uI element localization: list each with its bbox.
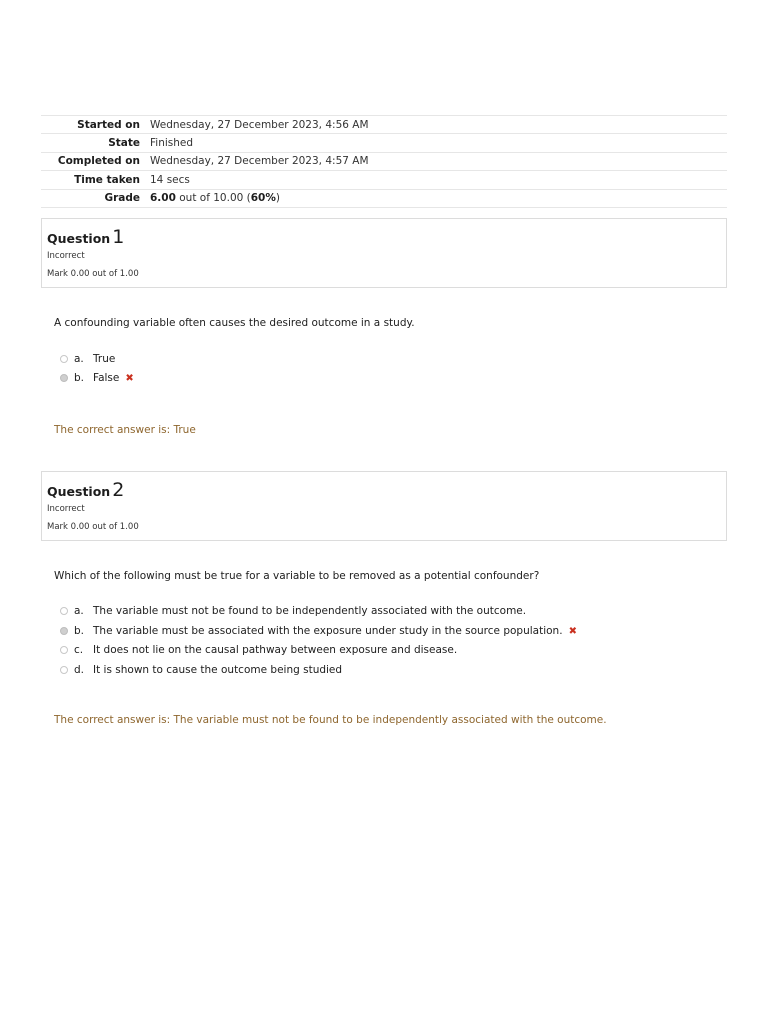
grade-value: [145, 189, 727, 207]
summary-label: Grade: [41, 189, 145, 207]
option-letter: a.: [74, 353, 84, 365]
radio-button[interactable]: [60, 355, 68, 363]
option-text: The variable must be associated with the exposure under study in the source population.: [93, 625, 563, 637]
question-mark: Mark 0.00 out of 1.00: [47, 269, 139, 279]
answer-option[interactable]: [60, 370, 134, 386]
question-title: [47, 226, 124, 248]
correct-answer-feedback: The correct answer is: The variable must not be found to be independently associated with the outcome.: [54, 714, 607, 726]
summary-row-time-taken: [41, 171, 727, 189]
grade-score: 6.00: [150, 192, 176, 205]
attempt-summary-table: [41, 115, 727, 208]
option-text: It does not lie on the causal pathway between exposure and disease.: [93, 644, 458, 656]
option-letter: b.: [74, 625, 85, 637]
summary-value: Finished: [145, 134, 727, 152]
option-text: True: [93, 353, 116, 365]
grade-out-of: out of 10.00 (: [175, 192, 251, 205]
question-info-box: [41, 218, 727, 288]
question-mark: Mark 0.00 out of 1.00: [47, 522, 139, 532]
cross-icon: ✖: [568, 625, 577, 637]
question-number: 1: [112, 226, 125, 248]
option-letter: c.: [74, 644, 84, 656]
question-text: A confounding variable often causes the desired outcome in a study.: [54, 317, 415, 329]
radio-button[interactable]: [60, 666, 68, 674]
answer-option[interactable]: [60, 642, 457, 658]
option-letter: d.: [74, 664, 85, 676]
answer-option[interactable]: [60, 623, 577, 639]
question-number: 2: [112, 479, 125, 501]
question-label: Question: [47, 484, 111, 499]
answer-option[interactable]: [60, 351, 115, 367]
radio-button-checked[interactable]: [60, 627, 68, 635]
question-info-box: [41, 471, 727, 541]
summary-row-state: [41, 134, 727, 152]
question-state: Incorrect: [47, 504, 85, 514]
answer-option[interactable]: [60, 662, 342, 678]
radio-button-checked[interactable]: [60, 374, 68, 382]
question-state: Incorrect: [47, 251, 85, 261]
summary-label: Completed on: [41, 152, 145, 170]
summary-row-grade: [41, 189, 727, 207]
summary-label: State: [41, 134, 145, 152]
question-title: [47, 479, 124, 501]
grade-close: ): [275, 192, 280, 205]
summary-label: Started on: [41, 116, 145, 134]
radio-button[interactable]: [60, 607, 68, 615]
summary-row-completed: [41, 152, 727, 170]
question-text: Which of the following must be true for a variable to be removed as a potential confounder?: [54, 570, 540, 582]
summary-row-started: [41, 116, 727, 134]
option-letter: b.: [74, 372, 85, 384]
question-label: Question: [47, 231, 111, 246]
summary-value: 14 secs: [145, 171, 727, 189]
correct-answer-feedback: The correct answer is: True: [54, 424, 196, 436]
option-text: It is shown to cause the outcome being studied: [93, 664, 343, 676]
answer-option[interactable]: [60, 603, 526, 619]
option-letter: a.: [74, 605, 84, 617]
summary-label: Time taken: [41, 171, 145, 189]
option-text: The variable must not be found to be independently associated with the outcome.: [93, 605, 527, 617]
cross-icon: ✖: [125, 372, 134, 384]
grade-percent: 60%: [250, 192, 276, 205]
summary-value: Wednesday, 27 December 2023, 4:57 AM: [145, 152, 727, 170]
radio-button[interactable]: [60, 646, 68, 654]
option-text: False: [93, 372, 120, 384]
summary-value: Wednesday, 27 December 2023, 4:56 AM: [145, 116, 727, 134]
